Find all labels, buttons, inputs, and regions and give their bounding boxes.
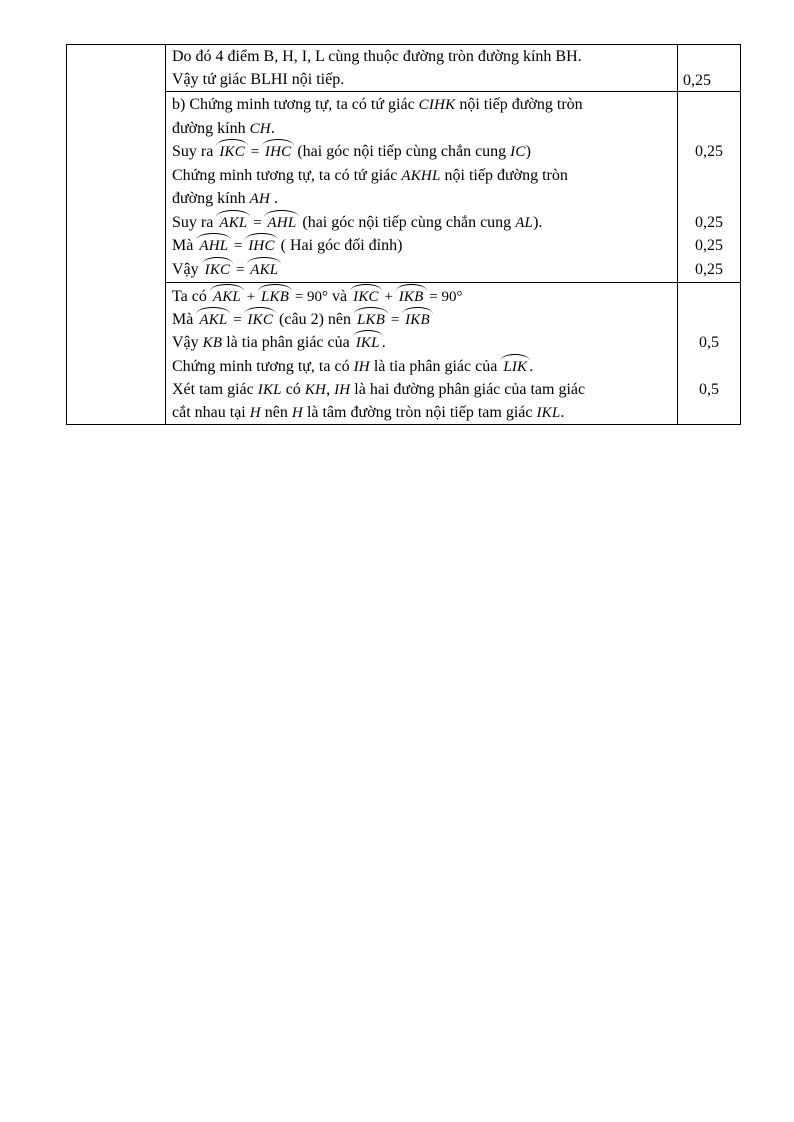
score-cell (678, 92, 740, 282)
table-row (166, 282, 740, 424)
angle-arc-symbol: IHC (263, 141, 293, 165)
text-segment: Vậy (172, 334, 203, 352)
text-segment: (câu 2) nên (275, 311, 355, 329)
text-segment: = 90° (291, 289, 329, 305)
text-segment: là tâm đường tròn nội tiếp tam giác (302, 403, 537, 421)
text-segment: b) Chứng minh tương tự, ta có tứ giác (172, 96, 419, 113)
text-segment: KH (304, 381, 327, 398)
score-value: 0,25 (695, 214, 723, 231)
question-number-column (67, 45, 166, 424)
text-segment: có (281, 380, 305, 398)
score-cell (678, 45, 740, 91)
text-segment: AKHL (401, 167, 441, 184)
text-segment: đường kính (172, 119, 250, 137)
score-value: 0,5 (699, 380, 719, 398)
text-segment: IH (334, 381, 351, 398)
text-segment: ). (533, 213, 543, 231)
text-segment: Mà (172, 311, 198, 329)
table-row (166, 91, 740, 282)
text-segment: nội tiếp đường tròn (440, 166, 568, 184)
proof-text-line (172, 258, 675, 282)
angle-arc-symbol: AKL (211, 286, 243, 309)
angle-arc-symbol: AKL (248, 259, 280, 283)
text-segment: ( Hai góc đối đỉnh) (276, 237, 403, 254)
text-segment: + (242, 289, 259, 305)
text-segment: = (232, 261, 249, 278)
text-segment: . (529, 357, 534, 375)
angle-arc-symbol: AHL (197, 235, 230, 259)
text-segment: là hai đường phân giác của tam giác (350, 380, 586, 398)
text-segment: . (560, 403, 565, 421)
text-segment: Chứng minh tương tự, ta có tứ giác (172, 166, 402, 184)
angle-arc-symbol: LKB (259, 286, 291, 309)
proof-text-line (172, 46, 675, 69)
text-segment: , (326, 380, 335, 398)
score-value: 0,25 (683, 71, 711, 89)
text-segment: CH (249, 120, 271, 137)
text-segment: IC (510, 144, 526, 160)
angle-arc-symbol: IHC (246, 235, 276, 259)
proof-text-line (172, 308, 675, 331)
proof-text-line (172, 355, 675, 378)
angle-arc-symbol: IKC (351, 286, 381, 309)
text-segment: Suy ra (172, 213, 218, 231)
text-segment: Vậy tứ giác BLHI nội tiếp. (172, 70, 345, 88)
text-segment: nội tiếp đường tròn (455, 96, 583, 113)
text-segment: Vậy (172, 260, 203, 278)
angle-arc-symbol: IKB (403, 309, 432, 332)
answer-cell (166, 45, 678, 91)
angle-arc-symbol: AKL (197, 309, 229, 332)
text-segment: = (229, 312, 246, 329)
proof-text-line (172, 285, 675, 308)
answer-cell (166, 92, 678, 282)
text-segment: = (387, 312, 404, 329)
text-segment: IKL (536, 404, 561, 421)
text-segment: H (249, 404, 261, 421)
text-segment: . (269, 190, 278, 207)
text-segment: = (249, 214, 266, 231)
proof-text-line (172, 117, 675, 141)
text-segment: ) (525, 143, 531, 160)
table-row (166, 45, 740, 91)
text-segment: H (291, 404, 303, 421)
angle-arc-symbol: AKL (217, 212, 249, 236)
text-segment: Ta có (172, 288, 211, 305)
text-segment: Xét tam giác (172, 380, 258, 398)
text-segment: đường kính (172, 190, 250, 207)
proof-text-line (172, 331, 675, 354)
text-segment: Chứng minh tương tự, ta có (172, 357, 354, 375)
angle-arc-symbol: LIK (501, 356, 529, 379)
text-segment: = 90° (425, 289, 463, 305)
angle-arc-symbol: IKL (354, 332, 382, 355)
score-value: 0,25 (695, 237, 723, 254)
angle-arc-symbol: AHL (265, 212, 298, 236)
answer-key-table (66, 44, 741, 425)
angle-arc-symbol: IKC (245, 309, 275, 332)
proof-text-line (172, 211, 675, 235)
score-value: 0,5 (699, 333, 719, 351)
text-segment: (hai góc nội tiếp cùng chắn cung (298, 213, 516, 231)
text-segment: KB (202, 335, 223, 352)
angle-arc-symbol: IKC (203, 259, 233, 283)
text-segment: Do đó 4 điểm B, H, I, L cùng thuộc đường tròn đường kính BH. (172, 48, 582, 65)
proof-text-line (172, 378, 675, 401)
score-value: 0,25 (695, 143, 723, 160)
text-segment: + (380, 289, 397, 305)
text-segment: = (230, 238, 247, 254)
text-segment: IH (353, 358, 370, 375)
proof-text-line (172, 401, 675, 424)
angle-arc-symbol: IKC (217, 141, 247, 165)
text-segment: AH (249, 191, 270, 207)
text-segment: cắt nhau tại (172, 403, 250, 421)
text-segment: AL (515, 214, 534, 231)
score-value: 0,25 (695, 261, 723, 278)
score-cell (678, 283, 740, 424)
text-segment: và (328, 288, 352, 305)
text-segment: IKL (257, 381, 282, 398)
text-segment: . (381, 334, 386, 352)
text-segment: CIHK (418, 97, 456, 113)
text-segment: (hai góc nội tiếp cùng chắn cung (293, 143, 511, 160)
text-segment: là tia phân giác của (222, 334, 354, 352)
answer-body-column (166, 45, 740, 424)
text-segment: là tia phân giác của (369, 357, 502, 375)
angle-arc-symbol: LKB (355, 309, 387, 332)
text-segment: Mà (172, 237, 198, 254)
proof-text-line (172, 234, 675, 258)
proof-text-line (172, 93, 675, 117)
proof-text-line (172, 164, 675, 188)
answer-cell (166, 283, 678, 424)
proof-text-line (172, 187, 675, 211)
text-segment: = (246, 144, 263, 160)
proof-text-line (172, 69, 675, 92)
text-segment: . (270, 119, 275, 137)
proof-text-line (172, 140, 675, 164)
text-segment: Suy ra (172, 143, 218, 160)
text-segment: nên (260, 403, 292, 421)
angle-arc-symbol: IKB (397, 286, 426, 309)
